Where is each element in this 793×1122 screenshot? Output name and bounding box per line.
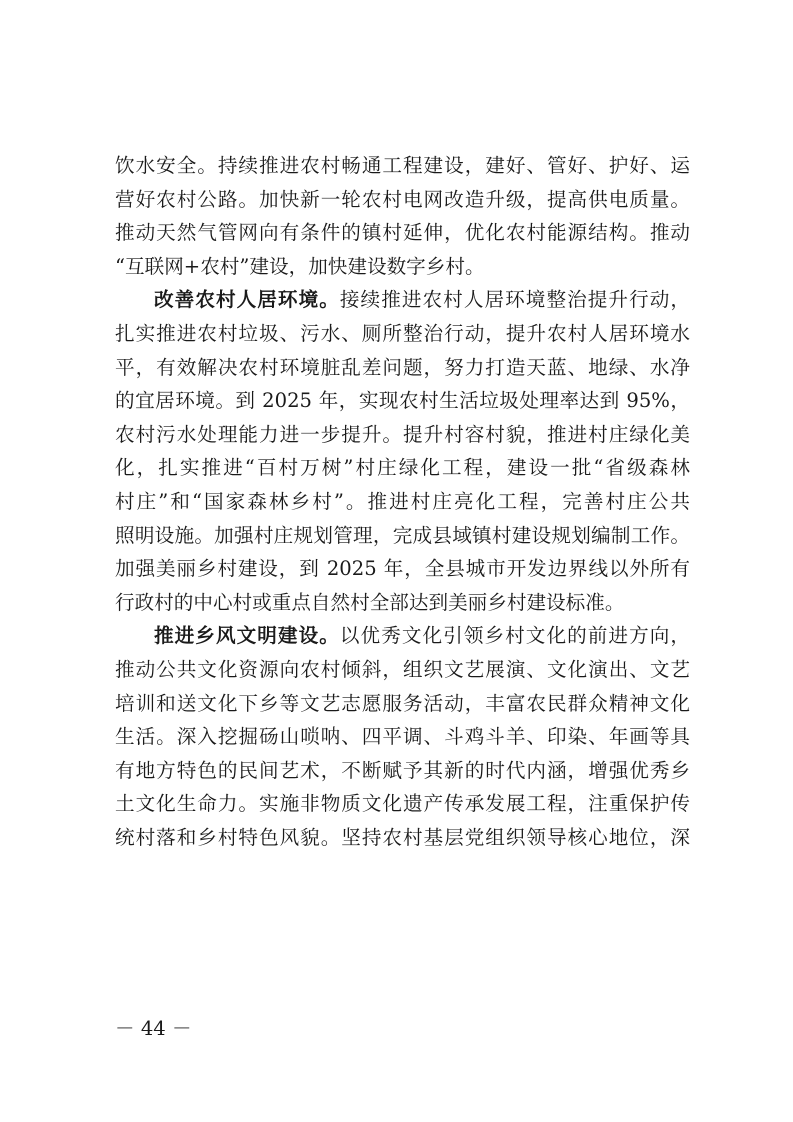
paragraph-first-line [115, 283, 690, 317]
page-number: － 44 － [115, 1017, 192, 1040]
text-line: 统村落和乡村特色风貌。坚持农村基层党组织领导核心地位，深 [115, 825, 690, 849]
text-line: 平，有效解决农村环境脏乱差问题，努力打造天蓝、地绿、水净 [115, 355, 690, 379]
text-line: 村庄”和“国家森林乡村”。推进村庄亮化工程，完善村庄公共 [115, 489, 690, 513]
text-line: 行政村的中心村或重点自然村全部达到美丽乡村建设标准。 [115, 590, 625, 614]
text-line: 照明设施。加强村庄规划管理，完成县域镇村建设规划编制工作。 [115, 523, 690, 547]
text-line: 有地方特色的民间艺术，不断赋予其新的时代内涵，增强优秀乡 [115, 758, 690, 782]
paragraph-first-line [115, 619, 690, 653]
text-line: 的宜居环境。到 2025 年，实现农村生活垃圾处理率达到 95%， [115, 389, 690, 413]
paragraph-lead-heading: 改善农村人居环境。 [154, 288, 340, 312]
text-line: 生活。深入挖掘砀山唢呐、四平调、斗鸡斗羊、印染、年画等具 [115, 725, 690, 749]
text-line: 以优秀文化引领乡村文化的前进方向， [339, 624, 690, 648]
text-line: 土文化生命力。实施非物质文化遗产传承发展工程，注重保护传 [115, 792, 690, 816]
text-line: 推动天然气管网向有条件的镇村延伸，优化农村能源结构。推动 [115, 221, 690, 245]
text-line: 推动公共文化资源向农村倾斜，组织文艺展演、文化演出、文艺 [115, 657, 690, 681]
text-line: 加强美丽乡村建设，到 2025 年，全县城市开发边界线以外所有 [115, 557, 690, 581]
text-line: 饮水安全。持续推进农村畅通工程建设，建好、管好、护好、运 [115, 154, 690, 177]
text-line: 营好农村公路。加快新一轮农村电网改造升级，提高供电质量。 [115, 187, 690, 211]
text-line: 培训和送文化下乡等文艺志愿服务活动，丰富农民群众精神文化 [115, 691, 690, 715]
text-line: “互联网+农村”建设，加快建设数字乡村。 [115, 254, 485, 278]
text-line: 农村污水处理能力进一步提升。提升村容村貌，推进村庄绿化美 [115, 422, 690, 446]
text-line: 化，扎实推进“百村万树”村庄绿化工程，建设一批“省级森林 [115, 456, 690, 480]
body-text [115, 149, 690, 854]
paragraph-lead-heading: 推进乡风文明建设。 [154, 624, 340, 648]
text-line: 扎实推进农村垃圾、污水、厕所整治行动，提升农村人居环境水 [115, 321, 690, 345]
text-line: 接续推进农村人居环境整治提升行动， [339, 288, 690, 312]
